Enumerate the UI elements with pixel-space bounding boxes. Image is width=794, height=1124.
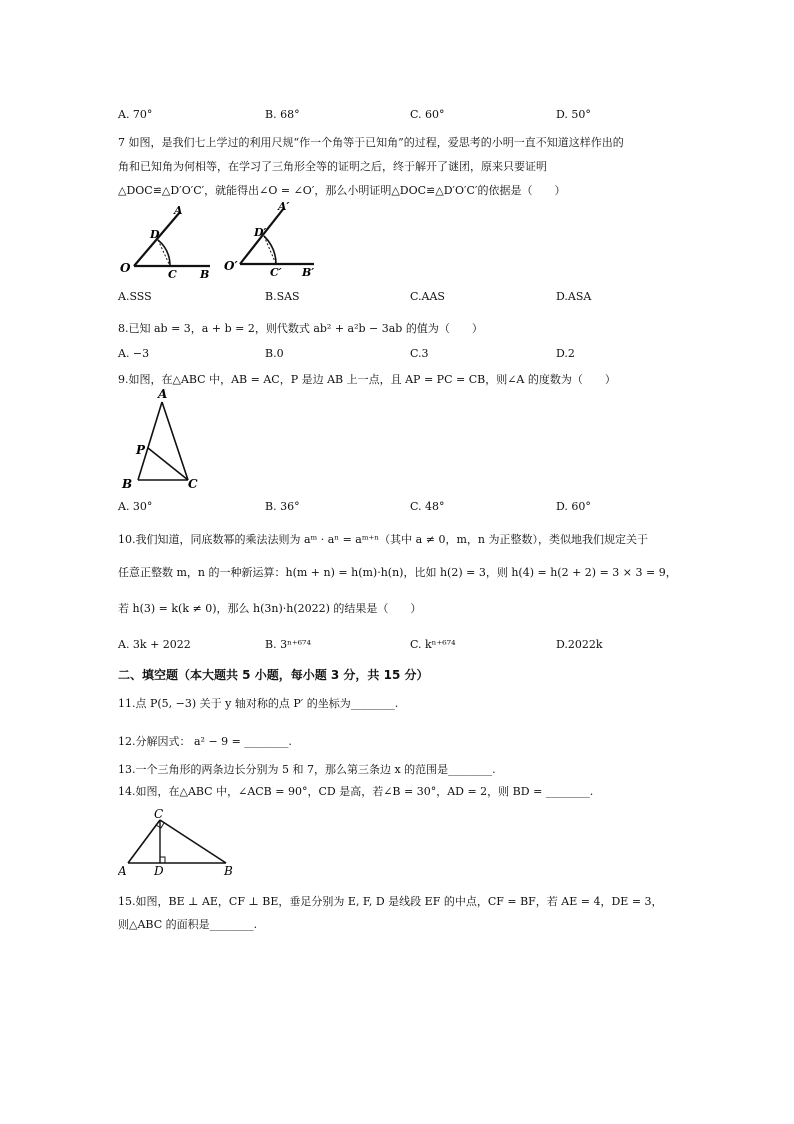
right-angle-mark-d — [160, 857, 165, 863]
q8-option-d: D.2 — [556, 347, 575, 360]
q8-options — [0, 347, 794, 367]
q7-figure-right — [224, 200, 314, 279]
label-a: A — [158, 388, 168, 401]
label-b: B — [200, 268, 210, 281]
q11-line: 11.点 P(5, −3) 关于 y 轴对称的点 P′ 的坐标为________. — [118, 697, 399, 710]
q13-line: 13.一个三角形的两条边长分别为 5 和 7，那么第三条边 x 的范围是________. — [118, 763, 496, 776]
q14-line: 14.如图，在△ABC 中，∠ACB = 90°，CD 是高，若∠B = 30°，AD = 2，则 BD = ________. — [118, 785, 594, 798]
label-c: C — [188, 477, 198, 491]
q9-option-b: B. 36° — [265, 500, 300, 513]
q7-option-d: D.ASA — [556, 290, 592, 303]
q10-options — [0, 638, 794, 658]
q15-line-1: 15.如图，BE ⊥ AE，CF ⊥ BE，垂足分别为 E, F, D 是线段 EF 的中点，CF = BF，若 AE = 4，DE = 3， — [118, 895, 663, 908]
label-o: O — [120, 261, 131, 275]
q9-figure — [118, 388, 213, 493]
label-c-prime: C′ — [270, 266, 282, 279]
q7-line-1: 7 如图，是我们七上学过的利用尺规“作一个角等于已知角”的过程，爱思考的小明一直不知道这样作出的 — [118, 136, 624, 149]
q10-option-d: D.2022k — [556, 638, 603, 651]
side-ab — [138, 402, 162, 480]
label-a: A — [174, 204, 183, 217]
label-c: C — [154, 807, 164, 821]
q9-option-c: C. 48° — [410, 500, 445, 513]
q6-option-b: B. 68° — [265, 108, 300, 121]
q8-option-c: C.3 — [410, 347, 429, 360]
q7-line-3: △DOC≌△D′O′C′，就能得出∠O = ∠O′，那么小明证明△DOC≌△D′O′C′的依据是（ ） — [118, 184, 566, 197]
q7-line-2: 角和已知角为何相等，在学习了三角形全等的证明之后，终于解开了谜团，原来只要证明 — [118, 160, 547, 173]
q6-options — [0, 108, 794, 128]
q6-option-c: C. 60° — [410, 108, 445, 121]
q15-line-2: 则△ABC 的面积是________. — [118, 918, 258, 931]
q9-line: 9.如图，在△ABC 中，AB = AC，P 是边 AB 上一点，且 AP = PC = CB，则∠A 的度数为（ ） — [118, 373, 616, 386]
q8-option-b: B.0 — [265, 347, 284, 360]
q10-option-c: C. kⁿ⁺⁶⁷⁴ — [410, 638, 456, 651]
q7-option-a: A.SSS — [118, 290, 152, 303]
side-bc — [160, 820, 226, 863]
label-b-prime: B′ — [302, 266, 315, 279]
q14-figure — [118, 806, 248, 878]
q6-option-d: D. 50° — [556, 108, 591, 121]
q7-figure — [118, 200, 328, 282]
label-p: P — [136, 443, 146, 457]
q7-options — [0, 290, 794, 310]
label-o-prime: O′ — [224, 259, 238, 273]
q10-line-1: 10.我们知道，同底数幂的乘法法则为 aᵐ · aⁿ = aᵐ⁺ⁿ（其中 a ≠ 0，m，n 为正整数），类似地我们规定关于 — [118, 533, 648, 546]
q6-option-a: A. 70° — [118, 108, 153, 121]
label-d: D — [150, 228, 160, 241]
side-ac — [128, 820, 160, 863]
q7-figure-left — [120, 204, 210, 281]
q9-options — [0, 500, 794, 520]
q7-option-c: C.AAS — [410, 290, 445, 303]
q10-line-3: 若 h(3) = k(k ≠ 0)，那么 h(3n)·h(2022) 的结果是（ ） — [118, 602, 422, 615]
label-c: C — [168, 268, 177, 281]
label-b: B — [122, 477, 133, 491]
q10-option-a: A. 3k + 2022 — [118, 638, 191, 651]
label-d: D — [154, 864, 164, 878]
label-b: B — [224, 864, 233, 878]
label-a: A — [118, 864, 127, 878]
q12-line: 12.分解因式： a² − 9 = ________. — [118, 735, 292, 748]
q7-option-b: B.SAS — [265, 290, 300, 303]
label-a-prime: A′ — [278, 200, 290, 213]
q9-option-a: A. 30° — [118, 500, 153, 513]
label-d-prime: D′ — [254, 226, 267, 239]
q9-option-d: D. 60° — [556, 500, 591, 513]
section-2-title: 二、填空题（本大题共 5 小题，每小题 3 分，共 15 分） — [118, 668, 429, 682]
q10-option-b: B. 3ⁿ⁺⁶⁷⁴ — [265, 638, 311, 651]
q8-line: 8.已知 ab = 3，a + b = 2，则代数式 ab² + a²b − 3ab 的值为（ ） — [118, 322, 483, 335]
q10-line-2: 任意正整数 m，n 的一种新运算：h(m + n) = h(m)·h(n)，比如 h(2) = 3，则 h(4) = h(2 + 2) = 3 × 3 = 9， — [118, 566, 677, 579]
q8-option-a: A. −3 — [118, 347, 150, 360]
side-ac — [162, 402, 188, 480]
